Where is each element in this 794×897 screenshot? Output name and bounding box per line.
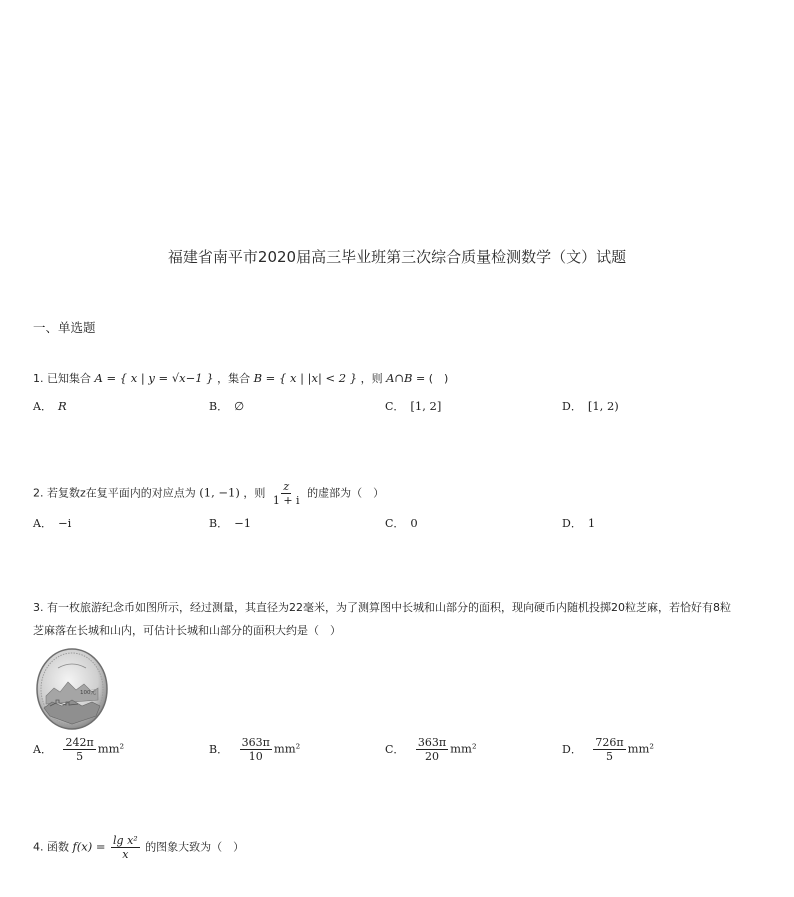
- option-label: B．: [209, 742, 229, 756]
- option-value: ∅: [234, 399, 245, 413]
- commemorative-coin-image: [36, 648, 108, 730]
- option-label: A．: [33, 517, 52, 530]
- option-label: D．: [562, 400, 582, 413]
- option-value: [1, 2): [587, 399, 619, 413]
- fraction-denominator: 5: [605, 750, 613, 763]
- question-number: 2.: [33, 486, 44, 500]
- option-a[interactable]: [33, 398, 67, 414]
- fraction-denominator: 1 + i: [272, 494, 300, 507]
- math-function: f(x) =: [72, 839, 106, 854]
- option-unit: mm²: [97, 741, 125, 756]
- option-a[interactable]: [33, 736, 124, 763]
- question-text: ，则: [243, 486, 266, 500]
- fraction-numerator: 242π: [65, 736, 94, 749]
- document-title: 福建省南平市2020届高三毕业班第三次综合质量检测数学（文）试题: [167, 248, 627, 266]
- question-number: 4.: [33, 840, 44, 854]
- question-number: 1.: [33, 372, 44, 385]
- option-c[interactable]: [385, 736, 477, 763]
- fraction-denominator: 10: [248, 750, 263, 763]
- option-value: R: [57, 399, 67, 413]
- fraction-numerator: 363π: [417, 736, 447, 749]
- question-text: 的虚部为（ ）: [307, 486, 385, 500]
- option-label: A．: [33, 742, 52, 756]
- math-expression: A∩B: [386, 371, 413, 385]
- option-label: D．: [562, 517, 582, 530]
- math-fraction: [240, 736, 272, 763]
- option-value: 0: [410, 516, 418, 530]
- option-label: C．: [385, 400, 405, 413]
- option-a[interactable]: [33, 515, 71, 531]
- math-fraction: [416, 736, 448, 763]
- fraction-denominator: 20: [425, 750, 440, 763]
- fraction-numerator: 726π: [595, 736, 624, 749]
- option-unit: mm²: [627, 741, 654, 756]
- option-b[interactable]: [209, 398, 244, 414]
- option-d[interactable]: [562, 736, 654, 763]
- option-label: C．: [385, 742, 405, 756]
- option-value: [1, 2]: [410, 399, 442, 413]
- question-text: 已知集合: [47, 372, 91, 385]
- fraction-numerator: z: [283, 480, 290, 493]
- option-label: B．: [209, 400, 229, 413]
- option-label: A．: [33, 400, 52, 413]
- question-1: [33, 370, 448, 387]
- math-fraction: [271, 480, 302, 507]
- question-text: 的图象大致为（ ）: [145, 840, 245, 854]
- option-label: B．: [209, 517, 229, 530]
- option-label: D．: [562, 742, 582, 756]
- coin-denomination: 100元: [80, 690, 96, 696]
- question-text: 函数: [47, 840, 69, 854]
- question-4: [33, 834, 244, 861]
- math-fraction: [111, 834, 140, 861]
- fraction-denominator: x: [122, 848, 129, 861]
- question-text: ，集合: [217, 372, 251, 385]
- option-b[interactable]: [209, 515, 251, 531]
- option-label: C．: [385, 517, 405, 530]
- option-value: −i: [57, 516, 72, 530]
- question-2: [33, 480, 384, 507]
- question-3-line-1: 3. 有一枚旅游纪念币如图所示，经过测量，其直径为22毫米，为了测算图中长城和山部分的面积，现向硬币内随机投掷20粒芝麻，若恰好有8粒: [33, 601, 731, 614]
- section-heading: 一、单选题: [33, 320, 96, 335]
- question-text: = ( ): [416, 372, 449, 385]
- question-text: ，则: [360, 372, 383, 385]
- math-fraction: [593, 736, 625, 763]
- math-point: (1, −1): [199, 485, 240, 500]
- question-3-line-2: 芝麻落在长城和山内，可估计长城和山部分的面积大约是（ ）: [33, 624, 341, 637]
- fraction-numerator: 363π: [241, 736, 270, 749]
- option-d[interactable]: [562, 515, 595, 531]
- math-set-b: B = { x | |x| < 2 }: [253, 371, 358, 385]
- fraction-denominator: 5: [76, 750, 84, 763]
- option-unit: mm²: [450, 741, 477, 756]
- option-d[interactable]: [562, 398, 619, 414]
- fraction-numerator: lg x²: [113, 834, 138, 847]
- option-c[interactable]: [385, 398, 441, 414]
- math-fraction: [63, 736, 95, 763]
- option-unit: mm²: [273, 741, 301, 756]
- question-text: 若复数z在复平面内的对应点为: [47, 486, 196, 500]
- option-c[interactable]: [385, 515, 418, 531]
- math-set-a: A = { x | y = √x−1 }: [94, 371, 214, 385]
- option-value: 1: [587, 516, 596, 530]
- option-value: −1: [234, 516, 252, 530]
- option-b[interactable]: [209, 736, 300, 763]
